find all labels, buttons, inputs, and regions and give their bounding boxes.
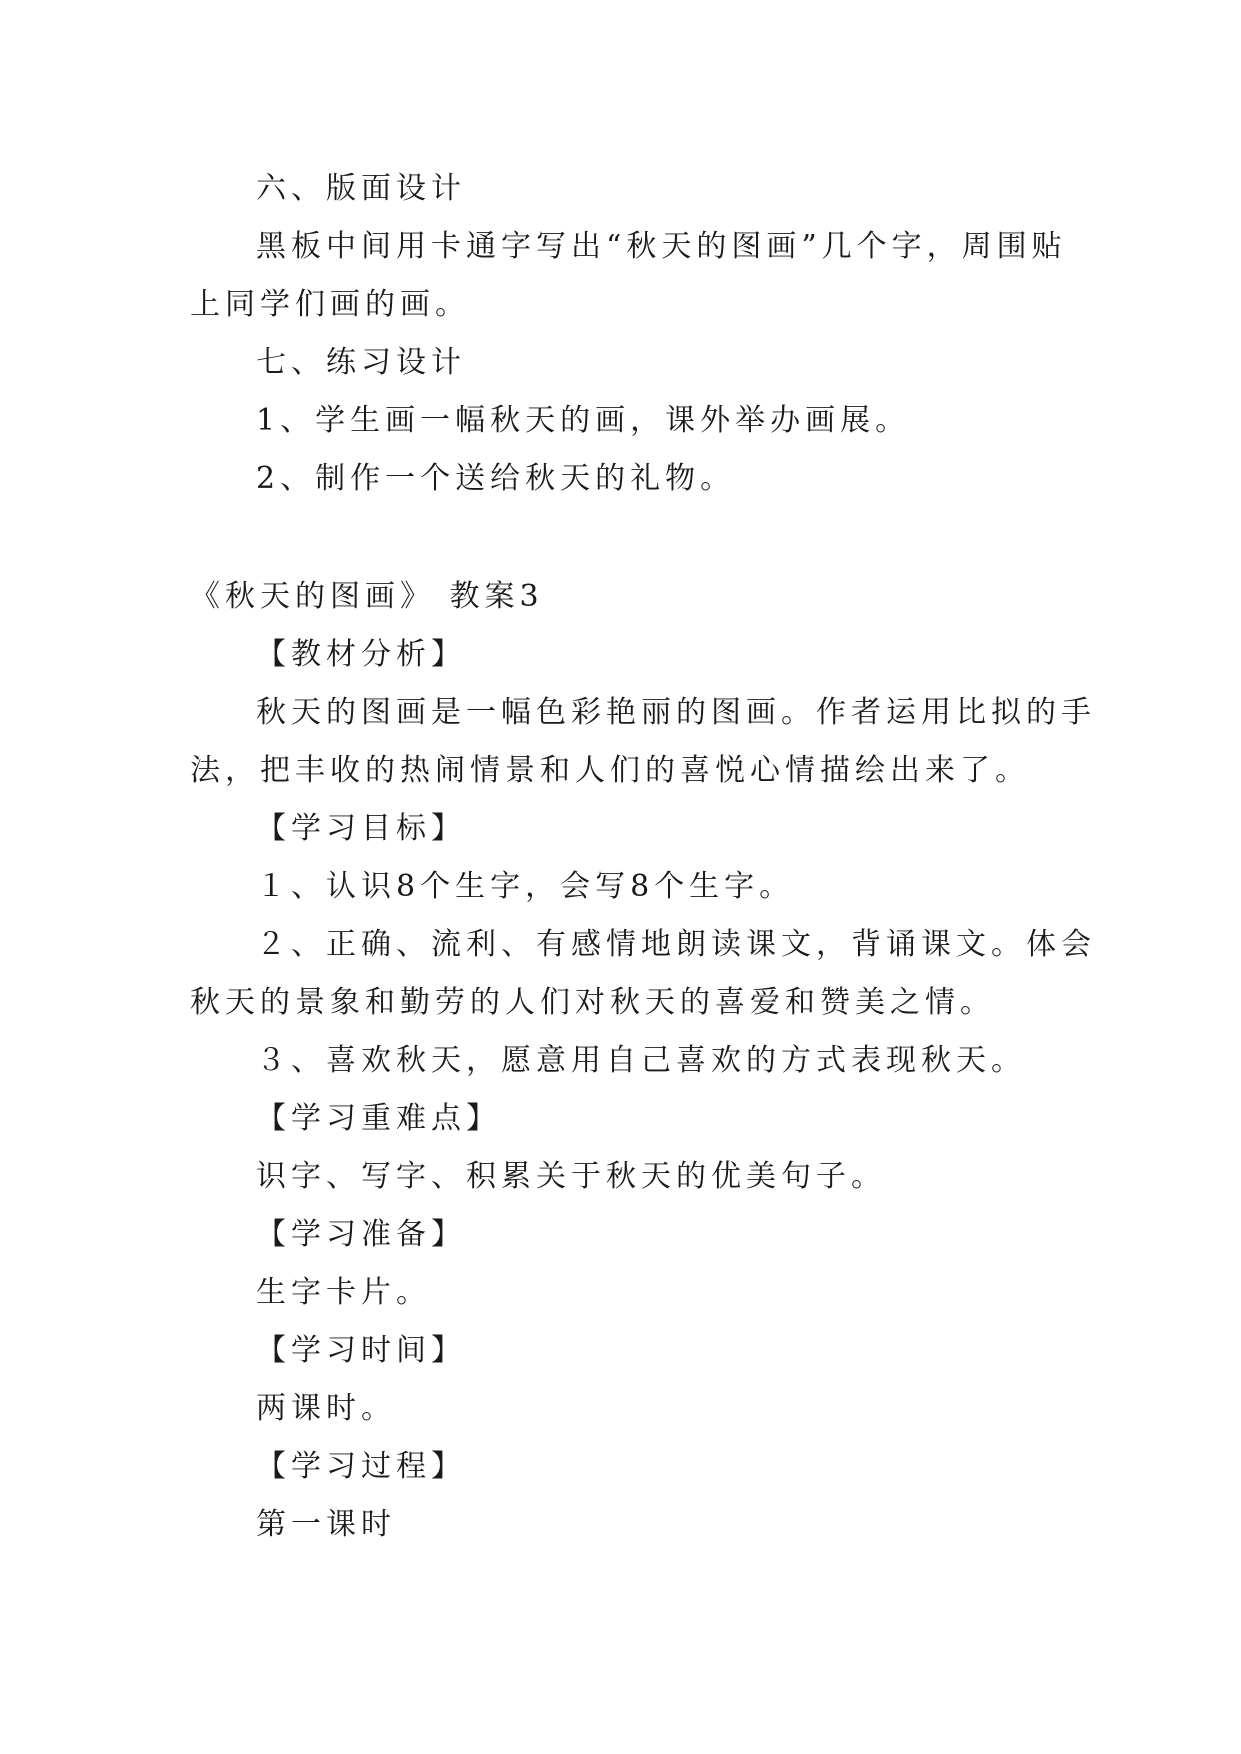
section-six-paragraph-line-2: 上同学们画的画。 (190, 287, 470, 322)
process-text: 第一课时 (256, 1507, 396, 1542)
learning-goal-2-line-2: 秋天的景象和勤劳的人们对秋天的喜爱和赞美之情。 (190, 985, 995, 1020)
key-points-heading: 【学习重难点】 (256, 1101, 501, 1136)
learning-goal-1: １、认识8个生字，会写8个生字。 (256, 869, 795, 904)
section-six-heading: 六、版面设计 (256, 171, 466, 206)
duration-text: 两课时。 (256, 1391, 396, 1426)
lesson-plan-title: 《秋天的图画》 教案3 (190, 579, 544, 614)
document-body (190, 160, 1096, 1554)
duration-heading: 【学习时间】 (256, 1333, 466, 1368)
exercise-item-2: 2、制作一个送给秋天的礼物。 (256, 461, 736, 496)
textbook-analysis-line-1: 秋天的图画是一幅色彩艳丽的图画。作者运用比拟的手 (256, 695, 1096, 730)
preparation-heading: 【学习准备】 (256, 1217, 466, 1252)
exercise-item-1: 1、学生画一幅秋天的画，课外举办画展。 (256, 403, 911, 438)
section-six-paragraph-line-1: 黑板中间用卡通字写出“秋天的图画”几个字，周围贴 (256, 229, 1067, 264)
section-seven-heading: 七、练习设计 (256, 345, 466, 380)
preparation-text: 生字卡片。 (256, 1275, 431, 1310)
textbook-analysis-heading: 【教材分析】 (256, 637, 466, 672)
learning-goal-3: ３、喜欢秋天，愿意用自己喜欢的方式表现秋天。 (256, 1043, 1026, 1078)
process-heading: 【学习过程】 (256, 1449, 466, 1484)
key-points-text: 识字、写字、积累关于秋天的优美句子。 (256, 1159, 886, 1194)
learning-goal-2-line-1: ２、正确、流利、有感情地朗读课文，背诵课文。体会 (256, 927, 1096, 962)
learning-goals-heading: 【学习目标】 (256, 811, 466, 846)
textbook-analysis-line-2: 法，把丰收的热闹情景和人们的喜悦心情描绘出来了。 (190, 753, 1030, 788)
section-spacer (190, 508, 1050, 568)
